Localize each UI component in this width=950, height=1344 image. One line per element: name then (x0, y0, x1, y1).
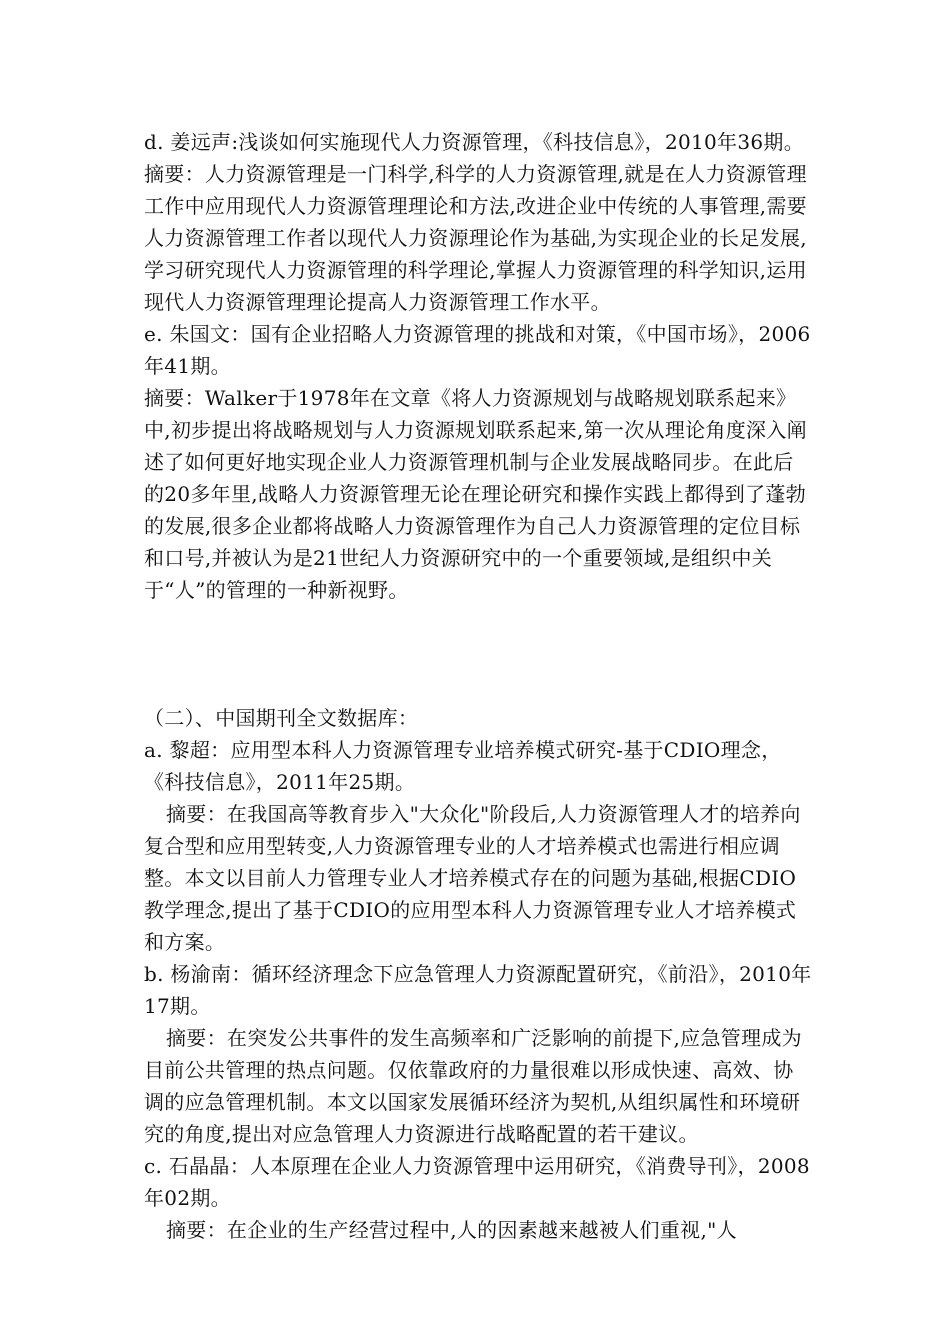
entry-c-citation: c. 石晶晶：人本原理在企业人力资源管理中运用研究，《消费导刊》，2008年02期。 (144, 1154, 810, 1210)
entry-c-abstract: 摘要：在企业的生产经营过程中,人的因素越来越被人们重视,"人 (166, 1218, 737, 1242)
section-one (144, 126, 812, 606)
entry-b-citation: b. 杨渝南：循环经济理念下应急管理人力资源配置研究，《前沿》，2010年17期。 (144, 962, 812, 1018)
entry-d-abstract: 摘要：人力资源管理是一门科学,科学的人力资源管理,就是在人力资源管理工作中应用现代人力资源管理理论和方法,改进企业中传统的人事管理,需要人力资源管理工作者以现代人力资源理论作为基础,为实现企业的长足发展,学习研究现代人力资源管理的科学理论,掌握人力资源管理的科学知识,运用现代人力资源管理理论提高人力资源管理工作水平。 (144, 162, 807, 314)
section-two (144, 702, 812, 1246)
entry-a-abstract: 摘要：在我国高等教育步入"大众化"阶段后,人力资源管理人才的培养向复合型和应用型转变,人力资源管理专业的人才培养模式也需进行相应调整。本文以目前人力管理专业人才培养模式存在的问题为基础,根据CDIO教学理念,提出了基于CDIO的应用型本科人力资源管理专业人才培养模式和方案。 (144, 802, 801, 954)
entry-b-abstract: 摘要：在突发公共事件的发生高频率和广泛影响的前提下,应急管理成为目前公共管理的热点问题。仅依靠政府的力量很难以形成快速、高效、协调的应急管理机制。本文以国家发展循环经济为契机,从组织属性和环境研究的角度,提出对应急管理人力资源进行战略配置的若干建议。 (144, 1026, 802, 1146)
entry-d-citation: d. 姜远声:浅谈如何实施现代人力资源管理，《科技信息》，2010年36期。 (144, 130, 805, 154)
entry-a-citation: a. 黎超：应用型本科人力资源管理专业培养模式研究-基于CDIO理念，《科技信息》，2011年25期。 (144, 738, 782, 794)
entry-e-citation: e. 朱国文：国有企业招略人力资源管理的挑战和对策，《中国市场》，2006年41期。 (144, 322, 811, 378)
section-two-heading: （二）、中国期刊全文数据库： (144, 706, 419, 730)
entry-e-abstract: 摘要：Walker于1978年在文章《将人力资源规划与战略规划联系起来》中,初步提出将战略规划与人力资源规划联系起来,第一次从理论角度深入阐述了如何更好地实现企业人力资源管理机制与企业发展战略同步。在此后的20多年里,战略人力资源管理无论在理论研究和操作实践上都得到了蓬勃的发展,很多企业都将战略人力资源管理作为自己人力资源管理的定位目标和口号,并被认为是21世纪人力资源研究中的一个重要领域,是组织中关于“人”的管理的一种新视野。 (144, 386, 807, 602)
